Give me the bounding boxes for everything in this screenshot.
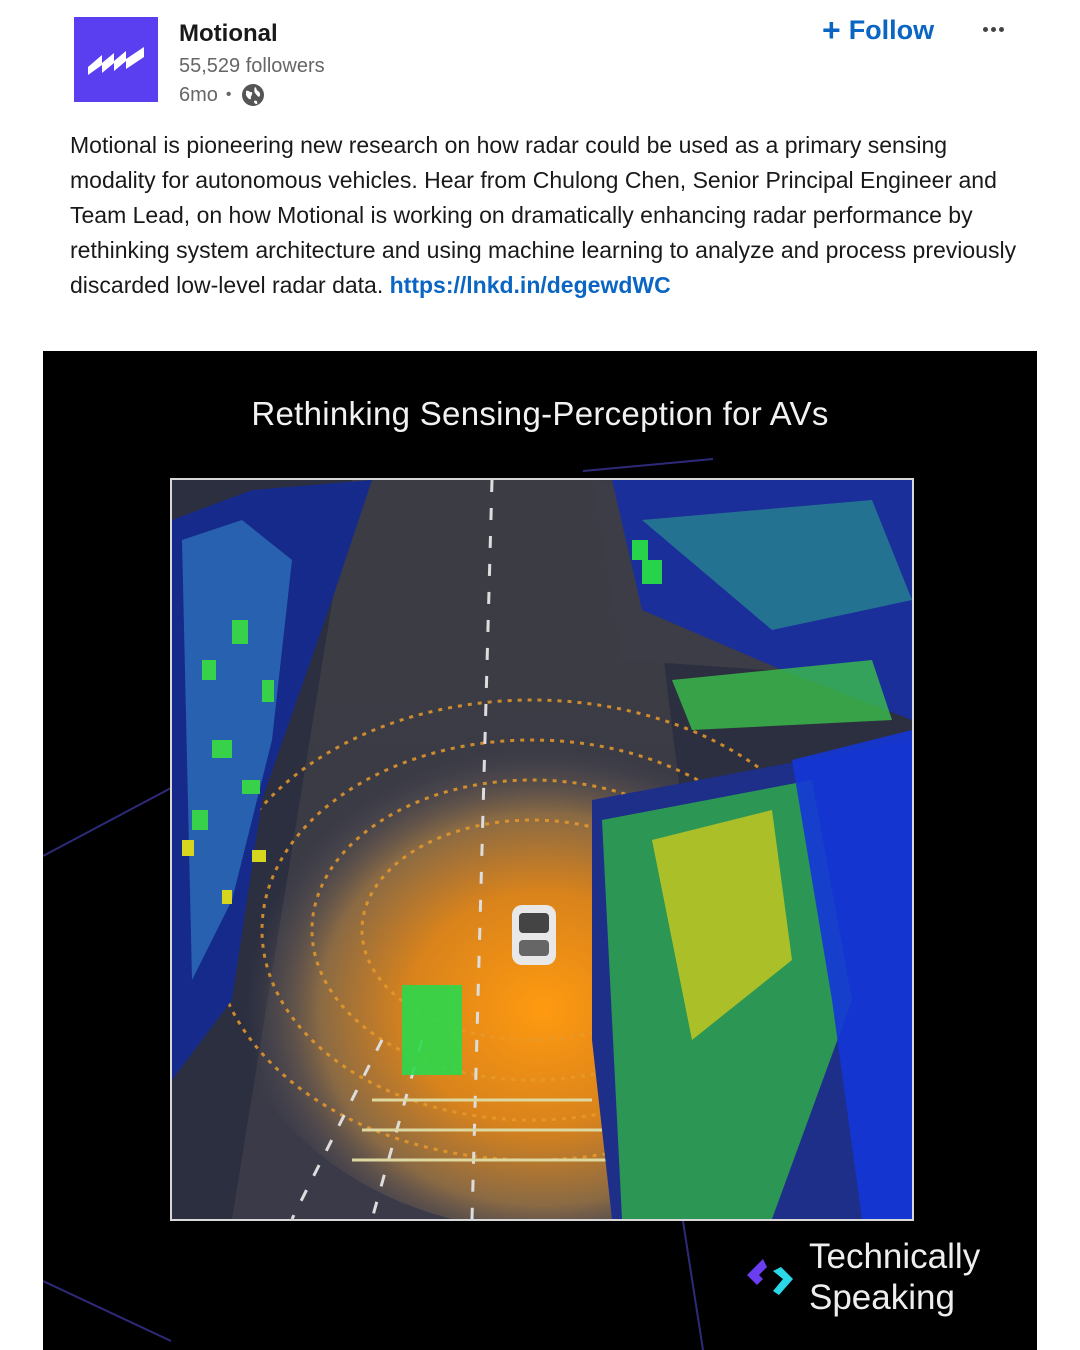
- ego-vehicle: [512, 905, 556, 965]
- post-body: [70, 128, 1020, 303]
- post-media-video[interactable]: [43, 351, 1037, 1350]
- follow-button[interactable]: [822, 12, 934, 48]
- post-body-text: Motional is pioneering new research on how radar could be used as a primary sensing modality for autonomous vehicles. Hear from Chulong Chen, Senior Principal Engineer and Team Lead, on how Motional is working on dramatically enhancing radar performance by rethinking system architecture and using machine learning to analyze and process previously discarded low-level radar data.: [70, 132, 1017, 298]
- more-dot: [983, 27, 988, 32]
- post-meta: [179, 82, 266, 108]
- post-header: [0, 0, 1080, 125]
- plus-icon: +: [822, 12, 841, 48]
- media-title: Rethinking Sensing-Perception for AVs: [251, 395, 829, 432]
- more-dot: [999, 27, 1004, 32]
- motional-logo-icon[interactable]: [74, 17, 158, 102]
- company-name[interactable]: Motional: [179, 20, 278, 47]
- technically-speaking-brand: [743, 1236, 980, 1318]
- brand-line-1: Technically: [809, 1237, 981, 1276]
- radar-scene-image: [172, 480, 912, 1219]
- globe-icon: [240, 82, 266, 108]
- more-dot: [991, 27, 996, 32]
- post-age: 6mo: [179, 83, 218, 106]
- brand-name: [809, 1236, 980, 1318]
- radar-visualization: [170, 478, 914, 1221]
- follow-label: Follow: [848, 14, 935, 45]
- more-options-icon[interactable]: [978, 14, 1008, 44]
- follower-count: 55,529 followers: [179, 55, 325, 77]
- meta-separator: •: [225, 86, 232, 103]
- brand-line-2: Speaking: [809, 1278, 955, 1317]
- technically-speaking-logo-icon: [743, 1251, 795, 1303]
- post-link[interactable]: https://lnkd.in/degewdWC: [389, 272, 671, 298]
